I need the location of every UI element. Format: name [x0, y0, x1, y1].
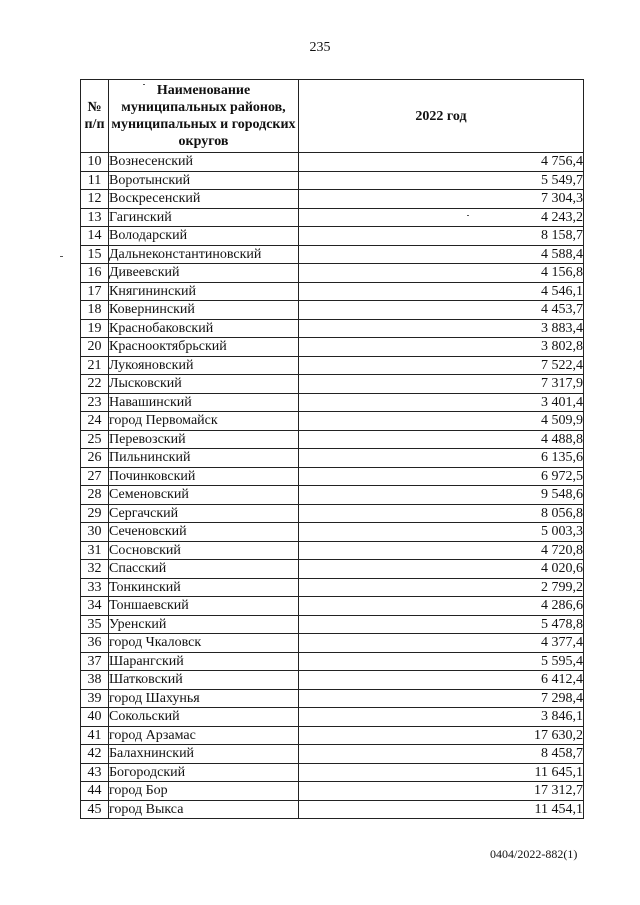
table-row	[81, 800, 584, 819]
table-row	[81, 615, 584, 634]
municipality-name: Дальнеконстантиновский	[109, 245, 299, 264]
table-row	[81, 467, 584, 486]
value-2022: 17 630,2	[299, 726, 584, 745]
row-number: 41	[81, 726, 109, 745]
row-number: 18	[81, 301, 109, 320]
table-row	[81, 375, 584, 394]
row-number: 17	[81, 282, 109, 301]
municipality-name: Гагинский	[109, 208, 299, 227]
municipality-name: Сеченовский	[109, 523, 299, 542]
row-number: 33	[81, 578, 109, 597]
value-2022: 8 158,7	[299, 227, 584, 246]
table-row	[81, 412, 584, 431]
header-name: Наименование муниципальных районов, муниципальных и городских округов	[109, 80, 299, 153]
value-2022: 7 304,3	[299, 190, 584, 209]
table-row	[81, 393, 584, 412]
municipality-name: Вознесенский	[109, 153, 299, 172]
value-2022: 4 453,7	[299, 301, 584, 320]
row-number: 32	[81, 560, 109, 579]
municipality-name: Уренский	[109, 615, 299, 634]
row-number: 23	[81, 393, 109, 412]
municipality-name: Балахнинский	[109, 745, 299, 764]
table-row	[81, 541, 584, 560]
municipality-name: Воротынский	[109, 171, 299, 190]
value-2022: 4 546,1	[299, 282, 584, 301]
row-number: 26	[81, 449, 109, 468]
municipality-name: Сергачский	[109, 504, 299, 523]
value-2022: 7 298,4	[299, 689, 584, 708]
table-row	[81, 190, 584, 209]
table-row	[81, 560, 584, 579]
table-header-row	[81, 80, 584, 153]
document-code: 0404/2022-882(1)	[490, 847, 578, 861]
value-2022: 3 846,1	[299, 708, 584, 727]
table-body	[81, 153, 584, 819]
municipality-name: Лысковский	[109, 375, 299, 394]
row-number: 30	[81, 523, 109, 542]
municipality-name: Богородский	[109, 763, 299, 782]
table-row	[81, 578, 584, 597]
value-2022: 3 802,8	[299, 338, 584, 357]
value-2022: 4 756,4	[299, 153, 584, 172]
municipality-name: Тоншаевский	[109, 597, 299, 616]
value-2022: 5 478,8	[299, 615, 584, 634]
municipality-name: Семеновский	[109, 486, 299, 505]
table-row	[81, 652, 584, 671]
row-number: 29	[81, 504, 109, 523]
row-number: 19	[81, 319, 109, 338]
row-number: 38	[81, 671, 109, 690]
municipality-name: Перевозский	[109, 430, 299, 449]
row-number: 43	[81, 763, 109, 782]
municipality-name: Воскресенский	[109, 190, 299, 209]
value-2022: 7 317,9	[299, 375, 584, 394]
municipality-name: город Чкаловск	[109, 634, 299, 653]
municipality-name: Тонкинский	[109, 578, 299, 597]
value-2022: 2 799,2	[299, 578, 584, 597]
row-number: 20	[81, 338, 109, 357]
municipality-name: город Первомайск	[109, 412, 299, 431]
table-row	[81, 745, 584, 764]
row-number: 13	[81, 208, 109, 227]
municipality-name: Спасский	[109, 560, 299, 579]
row-number: 16	[81, 264, 109, 283]
value-2022: 4 243,2	[299, 208, 584, 227]
value-2022: 4 286,6	[299, 597, 584, 616]
row-number: 11	[81, 171, 109, 190]
table-row	[81, 171, 584, 190]
row-number: 28	[81, 486, 109, 505]
municipality-name: Сосновский	[109, 541, 299, 560]
scan-speck	[60, 256, 63, 257]
page-number: 235	[309, 40, 331, 55]
value-2022: 5 595,4	[299, 652, 584, 671]
row-number: 14	[81, 227, 109, 246]
value-2022: 4 488,8	[299, 430, 584, 449]
table-row	[81, 708, 584, 727]
value-2022: 4 588,4	[299, 245, 584, 264]
header-number: № п/п	[81, 80, 109, 153]
table-row	[81, 153, 584, 172]
row-number: 27	[81, 467, 109, 486]
table-row	[81, 449, 584, 468]
value-2022: 5 549,7	[299, 171, 584, 190]
municipality-name: город Арзамас	[109, 726, 299, 745]
municipality-name: город Бор	[109, 782, 299, 801]
row-number: 39	[81, 689, 109, 708]
table-row	[81, 301, 584, 320]
row-number: 42	[81, 745, 109, 764]
municipality-name: Краснооктябрьский	[109, 338, 299, 357]
row-number: 35	[81, 615, 109, 634]
row-number: 12	[81, 190, 109, 209]
municipality-name: Починковский	[109, 467, 299, 486]
value-2022: 6 972,5	[299, 467, 584, 486]
row-number: 34	[81, 597, 109, 616]
header-year: 2022 год	[299, 80, 584, 153]
row-number: 15	[81, 245, 109, 264]
municipality-name: Сокольский	[109, 708, 299, 727]
row-number: 36	[81, 634, 109, 653]
table-row	[81, 486, 584, 505]
value-2022: 3 401,4	[299, 393, 584, 412]
value-2022: 4 509,9	[299, 412, 584, 431]
row-number: 24	[81, 412, 109, 431]
row-number: 10	[81, 153, 109, 172]
value-2022: 6 412,4	[299, 671, 584, 690]
municipal-data-table	[80, 79, 584, 819]
row-number: 22	[81, 375, 109, 394]
value-2022: 8 458,7	[299, 745, 584, 764]
municipality-name: Дивеевский	[109, 264, 299, 283]
table-row	[81, 763, 584, 782]
table-row	[81, 523, 584, 542]
row-number: 37	[81, 652, 109, 671]
municipality-name: Княгининский	[109, 282, 299, 301]
row-number: 31	[81, 541, 109, 560]
municipality-name: Шарангский	[109, 652, 299, 671]
municipality-name: Навашинский	[109, 393, 299, 412]
value-2022: 11 454,1	[299, 800, 584, 819]
table-row	[81, 264, 584, 283]
table-row	[81, 634, 584, 653]
table-row	[81, 726, 584, 745]
value-2022: 11 645,1	[299, 763, 584, 782]
value-2022: 4 720,8	[299, 541, 584, 560]
table-row	[81, 504, 584, 523]
municipality-name: Володарский	[109, 227, 299, 246]
value-2022: 6 135,6	[299, 449, 584, 468]
table-row	[81, 782, 584, 801]
municipality-name: Пильнинский	[109, 449, 299, 468]
value-2022: 4 020,6	[299, 560, 584, 579]
row-number: 40	[81, 708, 109, 727]
row-number: 44	[81, 782, 109, 801]
value-2022: 7 522,4	[299, 356, 584, 375]
row-number: 45	[81, 800, 109, 819]
municipality-name: город Выкса	[109, 800, 299, 819]
table-row	[81, 689, 584, 708]
municipality-name: Ковернинский	[109, 301, 299, 320]
table-row	[81, 208, 584, 227]
table-row	[81, 319, 584, 338]
table-row	[81, 356, 584, 375]
value-2022: 8 056,8	[299, 504, 584, 523]
row-number: 21	[81, 356, 109, 375]
table-row	[81, 671, 584, 690]
municipality-name: Лукояновский	[109, 356, 299, 375]
municipality-name: город Шахунья	[109, 689, 299, 708]
municipality-name: Краснобаковский	[109, 319, 299, 338]
table-row	[81, 338, 584, 357]
table-row	[81, 430, 584, 449]
value-2022: 5 003,3	[299, 523, 584, 542]
value-2022: 4 377,4	[299, 634, 584, 653]
table-row	[81, 245, 584, 264]
table-row	[81, 282, 584, 301]
table-row	[81, 227, 584, 246]
table-row	[81, 597, 584, 616]
value-2022: 9 548,6	[299, 486, 584, 505]
value-2022: 4 156,8	[299, 264, 584, 283]
value-2022: 17 312,7	[299, 782, 584, 801]
municipality-name: Шатковский	[109, 671, 299, 690]
value-2022: 3 883,4	[299, 319, 584, 338]
row-number: 25	[81, 430, 109, 449]
